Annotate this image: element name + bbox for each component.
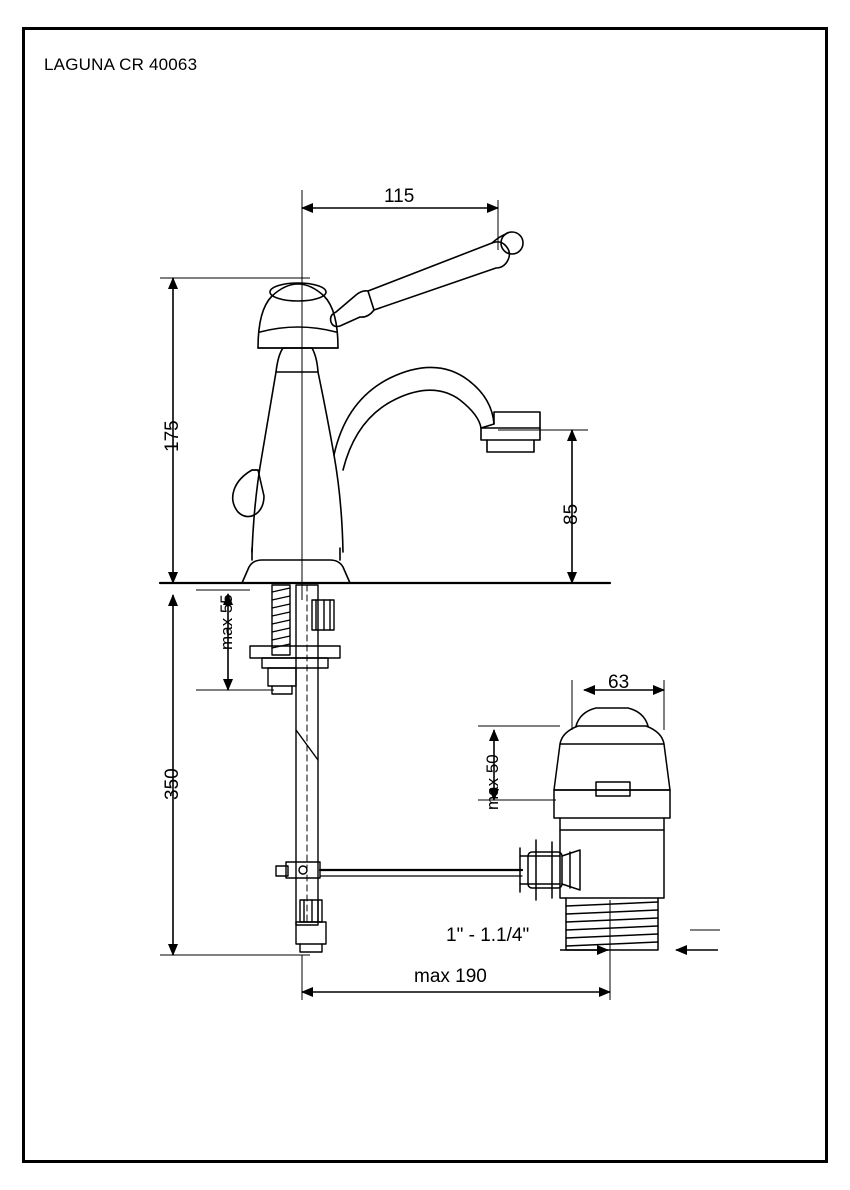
dimension-label-350: 350 [162,768,183,800]
dimension-label-85: 85 [561,503,582,525]
dimension-extension-lines [160,190,720,1000]
dimension-label-max55: max 55 [217,594,236,650]
dimension-label-115: 115 [384,186,415,207]
undercounter-assembly [250,585,522,952]
dimension-label-thread: 1" - 1.1/4" [446,925,530,946]
tap-body-outline [160,232,610,583]
dimension-label-max190: max 190 [414,966,487,987]
popup-waste-assembly [520,708,670,950]
dimension-arrows [173,208,718,992]
dimension-label-63: 63 [608,672,630,693]
dimension-label-175: 175 [162,420,183,452]
dimension-label-max50: max 50 [483,754,502,810]
page-title: LAGUNA CR 40063 [44,55,198,74]
